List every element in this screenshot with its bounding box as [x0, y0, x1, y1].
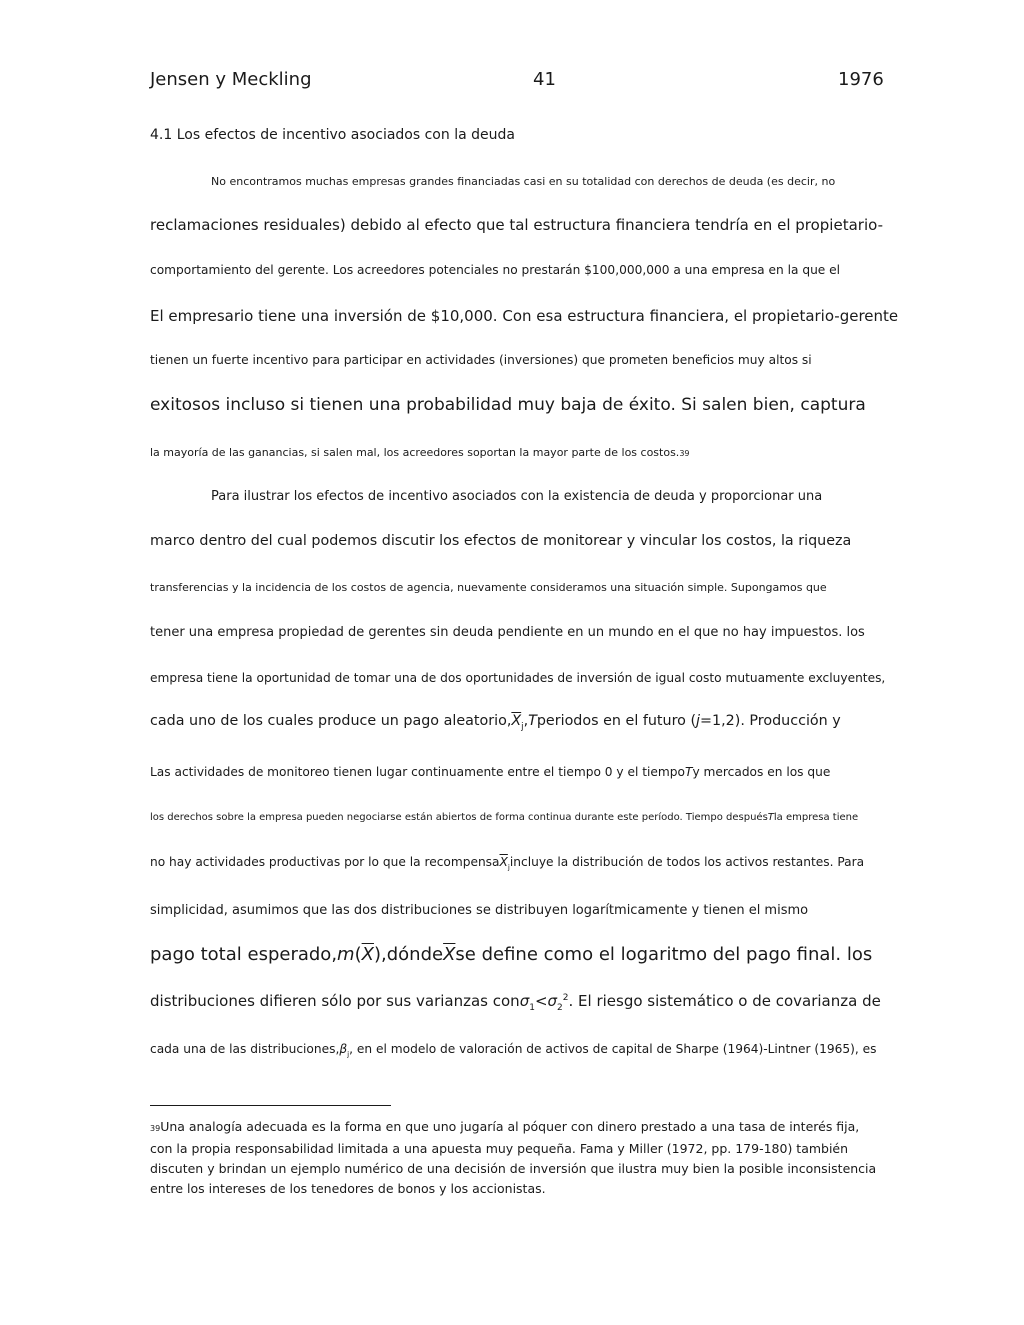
paragraph-2-line-2: marco dentro del cual podemos discutir los efectos de monitorear y vincular los costos, la riqueza: [150, 533, 852, 549]
line-12-text-b: . El riesgo sistemático o de covarianza de: [568, 992, 881, 1010]
line-11-text-b: dónde: [386, 944, 444, 965]
variable-x: $\overline{X}$: [499, 855, 508, 869]
line-7-text-a: Las actividades de monitoreo tienen lugar continuamente entre el tiempo 0 y el tiempo: [150, 765, 685, 779]
page-number: 41: [533, 69, 556, 90]
line-8-text-b: la empresa tiene: [773, 812, 859, 823]
paragraph-line-7: [150, 446, 690, 459]
line-11-text-a: pago total esperado,: [150, 944, 338, 965]
line-7-text-b: y mercados en los que: [692, 765, 831, 779]
paragraph-line-7-text: la mayoría de las ganancias, si salen mal, los acreedores soportan la mayor parte de los costos.: [150, 446, 680, 459]
less-than: <: [534, 992, 548, 1010]
paragraph-2-line-6: [150, 713, 841, 732]
paragraph-2-line-12: [150, 992, 881, 1013]
paragraph-2-line-11: [150, 944, 872, 965]
paragraph-2-line-8: [150, 812, 858, 823]
paragraph-2-line-7: [150, 765, 830, 779]
sigma-1: σ: [519, 992, 530, 1010]
paragraph-2-line-9: [150, 855, 864, 871]
footnote-text: Una analogía adecuada es la forma en que uno jugaría al póquer con dinero prestado a una tasa de interés fija, con la propia responsabilidad limitada a una apuesta muy pequeña. Fama y Miller (1972, pp. 179-180) también discuten y brindan un ejemplo numérico de una decisión de inversión que ilustra muy bien la posible inconsistencia entre los intereses de los tenedores de bonos y los accionistas.: [150, 1119, 877, 1196]
variable-j: j: [696, 713, 701, 729]
superscript-2: 2: [562, 993, 569, 1003]
line-11-text-c: se define como el logaritmo del pago final. los: [455, 944, 873, 965]
subscript-j: j: [347, 1049, 350, 1059]
paragraph-2-line-3: transferencias y la incidencia de los costos de agencia, nuevamente consideramos una situación simple. Supongamos que: [150, 581, 827, 594]
paragraph-2-line-5: empresa tiene la oportunidad de tomar una de dos oportunidades de inversión de igual costo mutuamente excluyentes,: [150, 671, 886, 685]
variable-m: m: [337, 944, 355, 965]
subscript-2: 2: [557, 1003, 563, 1013]
line-8-text-a: los derechos sobre la empresa pueden negociarse están abiertos de forma continua durante este período. Tiempo después: [150, 812, 768, 823]
footnote-reference-39: 39: [679, 449, 690, 458]
paragraph-line-5: tienen un fuerte incentivo para participar en actividades (inversiones) que prometen beneficios muy altos si: [150, 353, 812, 367]
paragraph-2-line-10: simplicidad, asumimos que las dos distribuciones se distribuyen logarítmicamente y tienen el mismo: [150, 903, 809, 918]
paragraph-line-2: reclamaciones residuales) debido al efecto que tal estructura financiera tendría en el propietario-: [150, 216, 883, 234]
variable-t: T: [767, 812, 774, 823]
line-6-text-d: =1,2). Producción y: [700, 713, 841, 729]
running-header-year: 1976: [838, 69, 884, 90]
beta-j: β: [339, 1042, 348, 1056]
paragraph-2-line-1: Para ilustrar los efectos de incentivo asociados con la existencia de deuda y proporcionar una: [211, 489, 823, 504]
subscript-j: j: [521, 721, 524, 732]
line-13-text-b: , en el modelo de valoración de activos de capital de Sharpe (1964)-Lintner (1965), es: [349, 1042, 877, 1056]
paragraph-line-3: comportamiento del gerente. Los acreedores potenciales no prestarán $100,000,000 a una empresa en la que el: [150, 263, 841, 277]
paren-close: ),: [373, 944, 387, 965]
variable-x: $\overline{X}$: [511, 713, 522, 729]
running-header-authors: Jensen y Meckling: [150, 69, 312, 90]
subscript-1: 1: [529, 1003, 535, 1013]
line-6-text-a: cada uno de los cuales produce un pago aleatorio,: [150, 713, 512, 729]
subscript-j: j: [507, 862, 510, 872]
paragraph-2-line-4: tener una empresa propiedad de gerentes sin deuda pendiente en un mundo en el que no hay impuestos. los: [150, 625, 865, 640]
paragraph-line-6: exitosos incluso si tienen una probabilidad muy baja de éxito. Si salen bien, captura: [150, 395, 866, 415]
sigma-2: σ: [547, 992, 558, 1010]
paragraph-line-1: No encontramos muchas empresas grandes financiadas casi en su totalidad con derechos de deuda (es decir, no: [211, 175, 836, 188]
line-13-text-a: cada una de las distribuciones,: [150, 1042, 340, 1056]
variable-t: T: [685, 765, 693, 779]
line-12-text-a: distribuciones difieren sólo por sus varianzas con: [150, 992, 520, 1010]
line-6-text-b: ,: [523, 713, 529, 729]
paragraph-line-4: El empresario tiene una inversión de $10,000. Con esa estructura financiera, el propietario-gerente: [150, 307, 899, 325]
variable-t: T: [528, 713, 537, 729]
footnote-39: [150, 1117, 880, 1199]
variable-x: $\overline{X}$: [443, 944, 456, 965]
paren-open: (: [354, 944, 362, 965]
line-9-text-b: incluye la distribución de todos los activos restantes. Para: [509, 855, 865, 869]
footnote-separator: [150, 1105, 391, 1106]
variable-x: $\overline{X}$: [361, 944, 374, 965]
footnote-mark: 39: [150, 1124, 161, 1133]
paragraph-2-line-13: [150, 1042, 877, 1058]
line-6-text-c: periodos en el futuro (: [536, 713, 697, 729]
section-title: 4.1 Los efectos de incentivo asociados con la deuda: [150, 127, 515, 143]
line-9-text-a: no hay actividades productivas por lo que la recompensa: [150, 855, 500, 869]
